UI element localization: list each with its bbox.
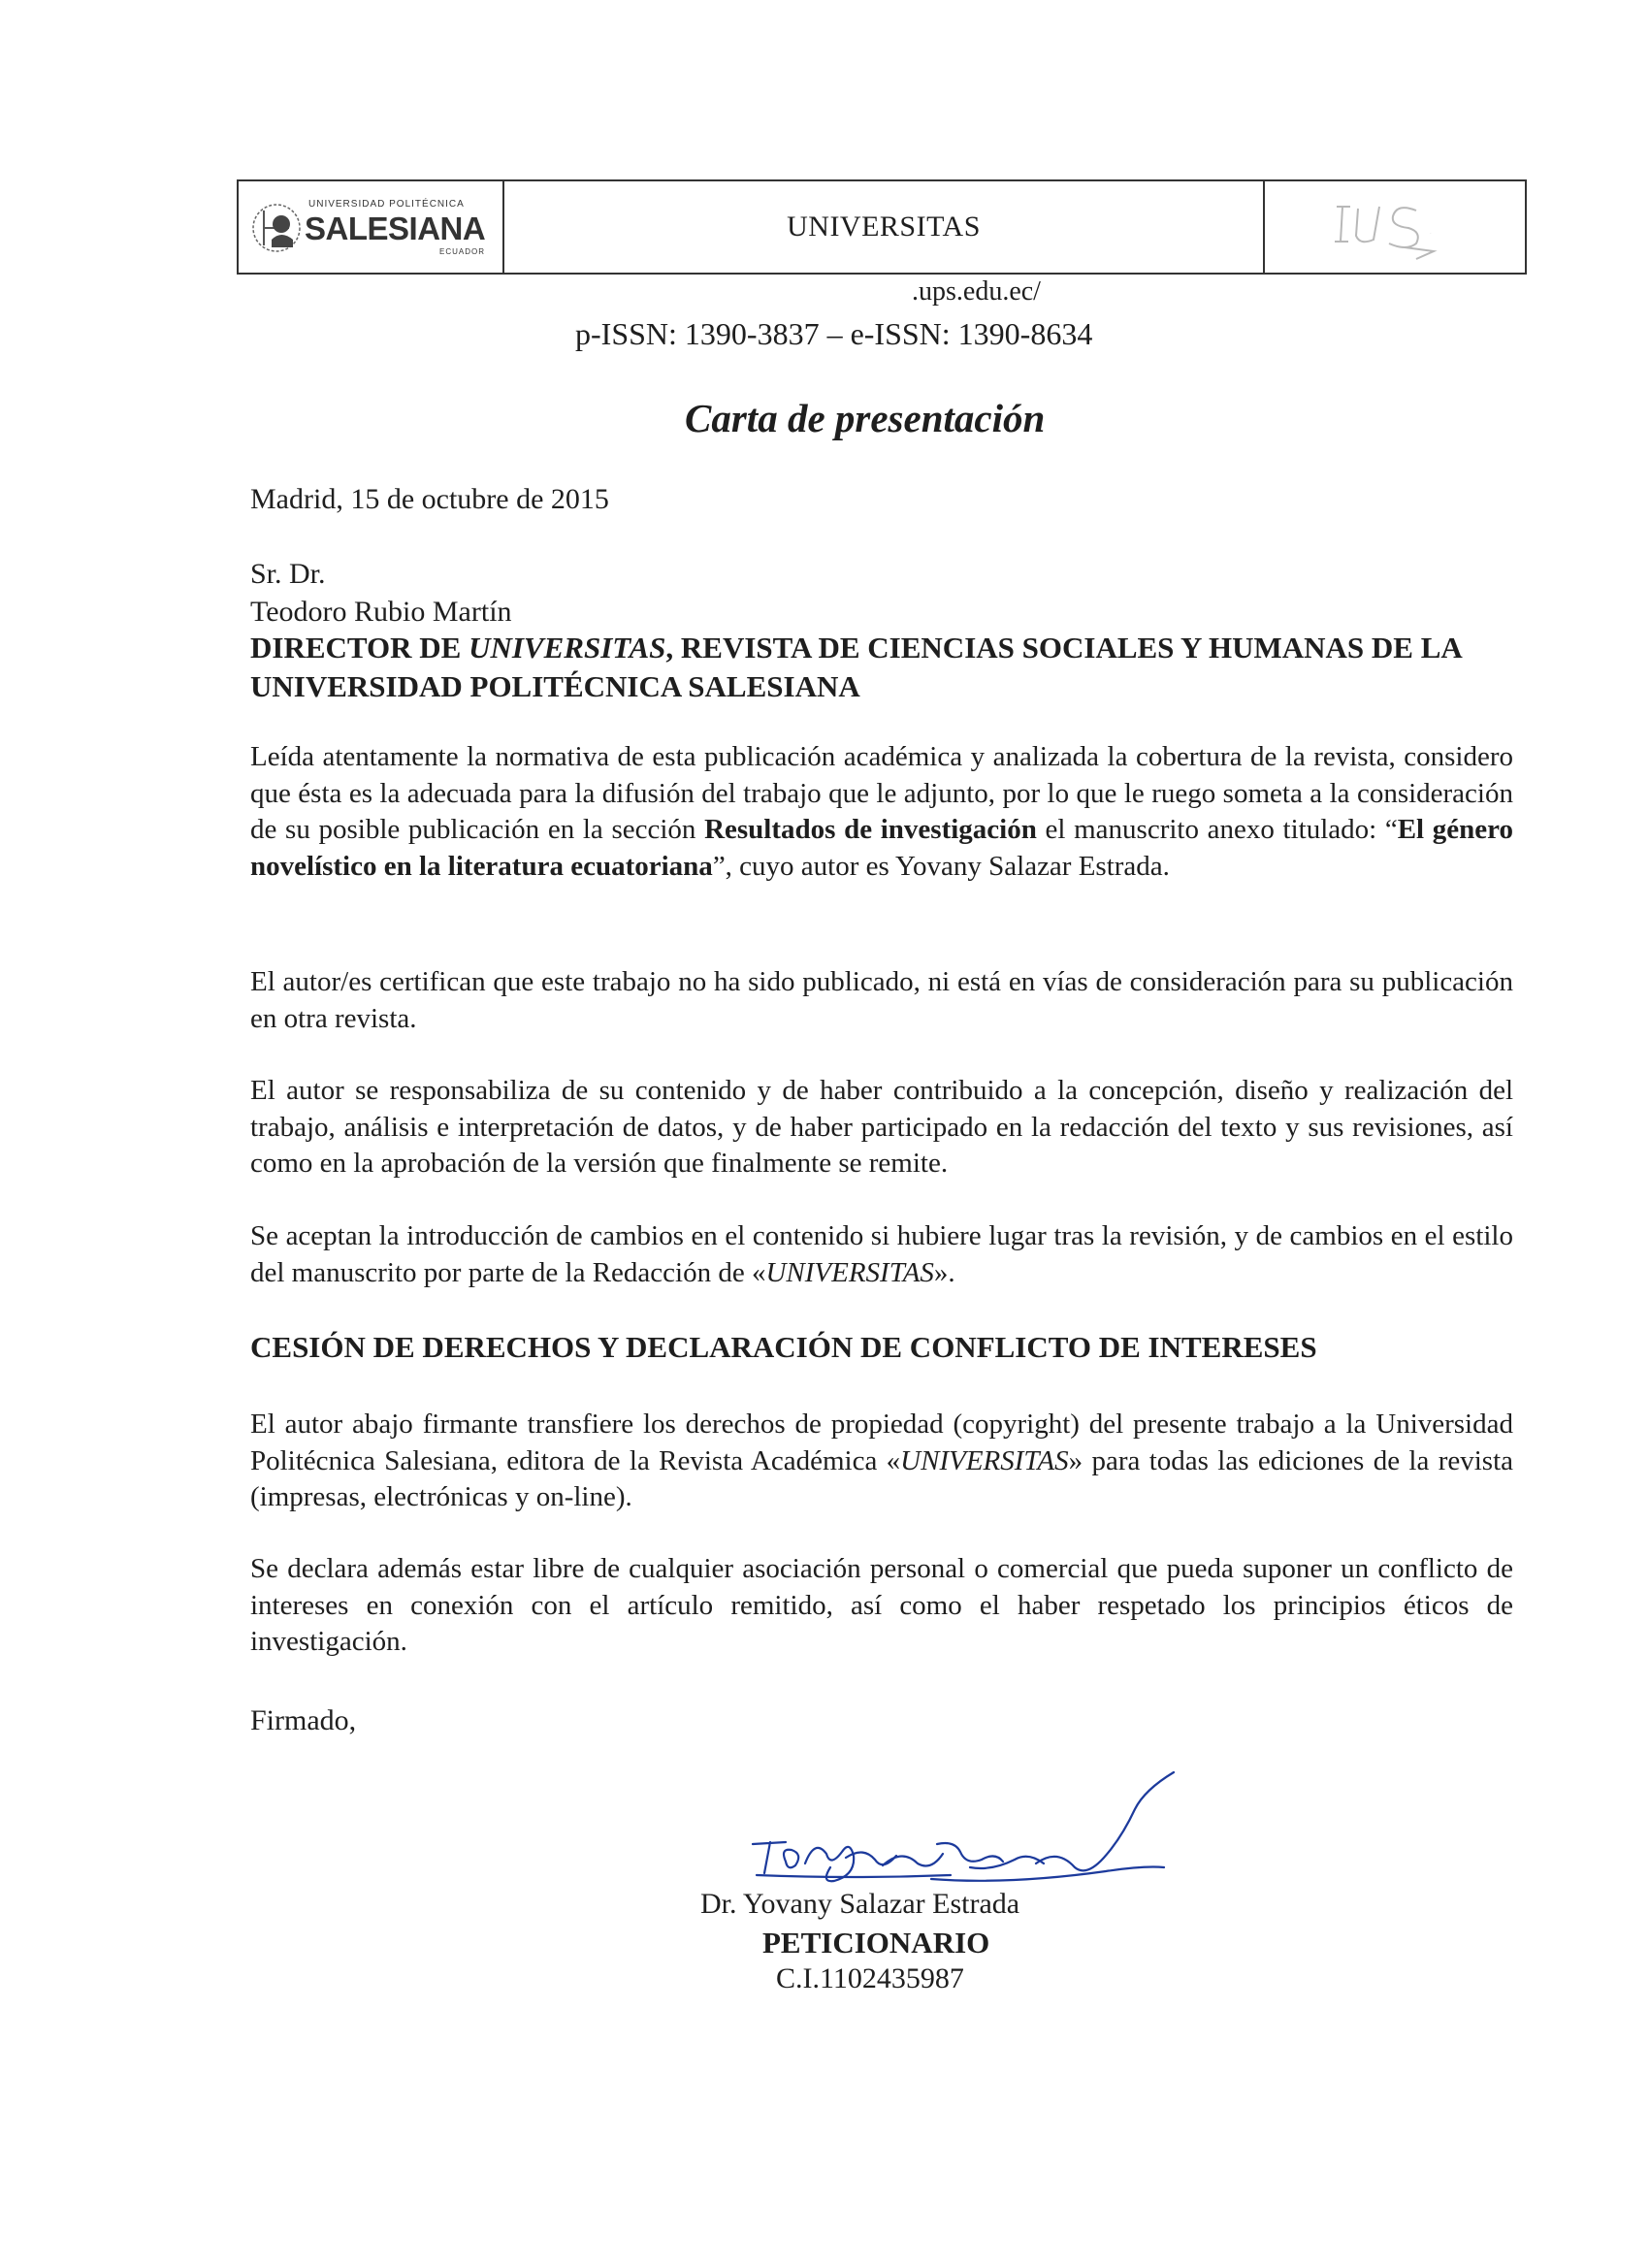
journal-name-cell	[504, 181, 1265, 273]
addressee-name: Teodoro Rubio Martín	[250, 596, 512, 628]
p1-manuscript: El género novelístico en la literatura ecuatoriana	[250, 814, 1513, 882]
paragraph-changes	[250, 1218, 1513, 1291]
logo-main-text: SALESIANA	[305, 211, 486, 246]
p4-journal: UNIVERSITAS	[765, 1256, 934, 1288]
p4-part1: Se aceptan la introducción de cambios en el contenido si hubiere lugar tras la revisión, y de cambios en el estilo del manuscrito por parte de la Redacción de «	[250, 1220, 1513, 1288]
ius-logo-cell	[1265, 181, 1525, 273]
logo-sub-text: ECUADOR	[439, 247, 486, 256]
p1-part2: el manuscrito anexo titulado: “	[1036, 814, 1398, 845]
university-logo-cell	[239, 181, 504, 273]
role-journal: UNIVERSITAS	[469, 631, 666, 664]
role-rest: , REVISTA DE CIENCIAS SOCIALES Y HUMANAS DE LA UNIVERSIDAD POLITÉCNICA SALESIANA	[250, 631, 1462, 703]
paragraph-copyright	[250, 1407, 1513, 1516]
p1-part1: Leída atentamente la normativa de esta publicación académica y analizada la cobertura de la revista, considero que ésta es la adecuada para la difusión del trabajo que le adjunto, por lo que le ruego someta a la consideración de su posible publicación en la sección	[250, 741, 1513, 845]
ius-logo	[1333, 195, 1459, 263]
university-logo	[250, 199, 493, 259]
p5-part2: » para todas las ediciones de la revista (impresas, electrónicas y on-line).	[250, 1444, 1513, 1512]
letterhead-table	[237, 179, 1527, 275]
p4-part2: ».	[933, 1256, 955, 1288]
closing-line: Firmado,	[250, 1704, 357, 1736]
paragraph-conflict: Se declara además estar libre de cualquier asociación personal o comercial que pueda suponer un conflicto de intereses en conexión con el artículo remitido, así como el haber respetado los principios éticos de investigación.	[250, 1553, 1513, 1657]
journal-url: .ups.edu.ec/	[912, 276, 1041, 307]
handwritten-signature	[737, 1770, 1183, 1896]
addressee-salutation: Sr. Dr.	[250, 558, 326, 590]
addressee-role	[250, 629, 1513, 706]
ius-mark-text: IUS	[1430, 234, 1432, 235]
signer-id: C.I.1102435987	[776, 1962, 964, 1994]
paragraph-responsibility: El autor se responsabiliza de su contenido y de haber contribuido a la concepción, diseño y realización del trabajo, análisis e interpretación de datos, y de haber participado en la redacción del texto y sus revisiones, así como en la aprobación de la versión que finalmente se remite.	[250, 1075, 1513, 1179]
document-title: Carta de presentación	[685, 396, 1046, 440]
logo-top-text: UNIVERSIDAD POLITÉCNICA	[308, 199, 465, 210]
paragraph-originality: El autor/es certifican que este trabajo no ha sido publicado, ni está en vías de consideración para su publicación en otra revista.	[250, 966, 1513, 1034]
role-prefix: DIRECTOR DE	[250, 631, 469, 664]
date-line: Madrid, 15 de octubre de 2015	[250, 483, 609, 515]
p1-section: Resultados de investigación	[704, 814, 1037, 845]
journal-name: UNIVERSITAS	[787, 211, 981, 243]
section-heading: CESIÓN DE DERECHOS Y DECLARACIÓN DE CONFLICTO DE INTERESES	[250, 1330, 1317, 1364]
paragraph-submission	[250, 739, 1513, 885]
emblem-icon	[250, 201, 303, 255]
p1-part3: ”, cuyo autor es Yovany Salazar Estrada.	[712, 850, 1170, 882]
signer-role: PETICIONARIO	[762, 1926, 990, 1960]
issn-line: p-ISSN: 1390-3837 – e-ISSN: 1390-8634	[575, 316, 1093, 351]
signer-name: Dr. Yovany Salazar Estrada	[700, 1888, 1020, 1920]
p5-journal: UNIVERSITAS	[900, 1444, 1069, 1476]
p5-part1: El autor abajo firmante transfiere los derechos de propiedad (copyright) del presente trabajo a la Universidad Politécnica Salesiana, editora de la Revista Académica «	[250, 1409, 1513, 1476]
